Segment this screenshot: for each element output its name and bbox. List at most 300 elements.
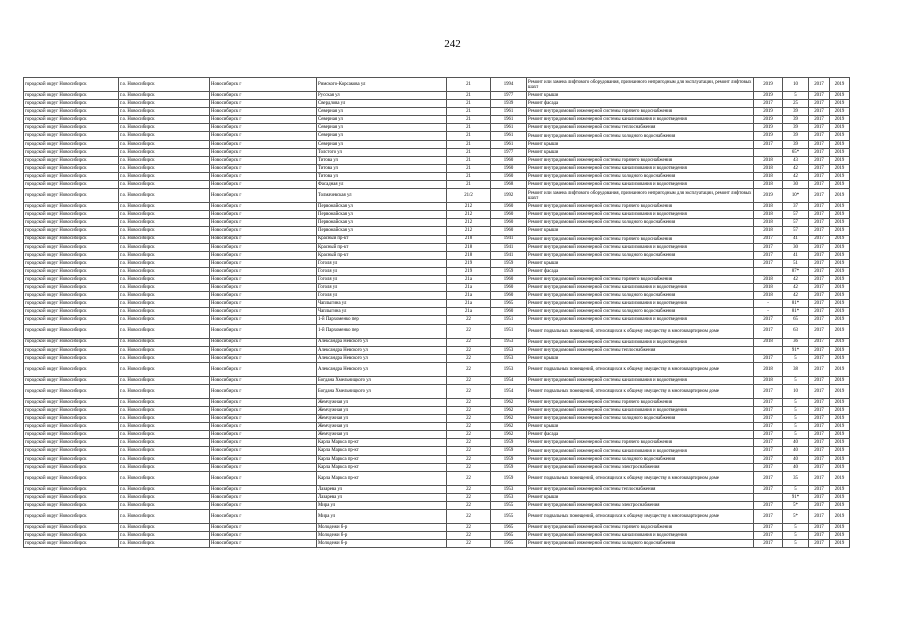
work-type-cell: Ремонт внутридомовой инженерной системы канализования и водоотведения [527,316,754,324]
table-row [24,540,850,548]
municipality-cell: городской округ Новосибирск [24,189,119,203]
house-number-cell: 22 [447,431,491,439]
build-year-cell: 1960 [491,172,527,180]
locality-cell: Новосибирск г [210,284,317,292]
street-cell: Гоголя ул [317,284,447,292]
work-type-cell: Ремонт внутридомовой инженерной системы электроснабжения [527,501,754,509]
cost-value-cell: 42 [783,172,809,180]
planned-year-cell [754,267,783,275]
table-row [24,132,850,140]
locality-cell: Новосибирск г [210,532,317,540]
period-end-cell: 2019 [830,354,850,362]
table-row [24,172,850,180]
settlement-cell: г.о. Новосибирск [119,211,210,219]
street-cell: Карла Маркса пр-кт [317,463,447,471]
table-row [24,148,850,156]
period-start-cell: 2017 [809,108,830,116]
planned-year-cell: 2017 [754,524,783,532]
settlement-cell: г.о. Новосибирск [119,251,210,259]
settlement-cell: г.о. Новосибирск [119,189,210,203]
work-type-cell: Ремонт внутридомовой инженерной системы канализования и водоотведения [527,407,754,415]
table-row [24,316,850,324]
period-end-cell: 2019 [830,140,850,148]
house-number-cell: 219 [447,259,491,267]
locality-cell: Новосибирск г [210,181,317,189]
settlement-cell: г.о. Новосибирск [119,235,210,243]
municipality-cell: городской округ Новосибирск [24,100,119,108]
cost-value-cell: 39 [783,124,809,132]
table-row [24,300,850,308]
locality-cell: Новосибирск г [210,132,317,140]
locality-cell: Новосибирск г [210,376,317,384]
settlement-cell: г.о. Новосибирск [119,493,210,501]
period-start-cell: 2017 [809,181,830,189]
street-cell: Гоголя ул [317,292,447,300]
house-number-cell: 218 [447,235,491,243]
locality-cell: Новосибирск г [210,485,317,493]
street-cell: Красный пр-кт [317,251,447,259]
cost-value-cell: 10 [783,384,809,398]
house-number-cell: 22 [447,510,491,524]
settlement-cell: г.о. Новосибирск [119,471,210,485]
period-start-cell: 2017 [809,510,830,524]
work-type-cell: Ремонт фасада [527,100,754,108]
build-year-cell: 1954 [491,376,527,384]
table-row [24,259,850,267]
planned-year-cell: 2017 [754,316,783,324]
settlement-cell: г.о. Новосибирск [119,140,210,148]
locality-cell: Новосибирск г [210,308,317,316]
build-year-cell: 1962 [491,431,527,439]
period-end-cell: 2019 [830,148,850,156]
period-start-cell: 2017 [809,92,830,100]
work-type-cell: Ремонт внутридомовой инженерной системы горячего водоснабжения [527,524,754,532]
table-row [24,463,850,471]
house-number-cell: 22 [447,501,491,509]
build-year-cell: 1955 [491,510,527,524]
period-start-cell: 2017 [809,284,830,292]
municipality-cell: городской округ Новосибирск [24,485,119,493]
cost-value-cell: 5 [783,407,809,415]
cost-value-cell: 10 [783,78,809,92]
period-end-cell: 2019 [830,447,850,455]
period-end-cell: 2019 [830,532,850,540]
house-number-cell: 22 [447,346,491,354]
street-cell: Жемчужная ул [317,398,447,406]
municipality-cell: городской округ Новосибирск [24,251,119,259]
period-start-cell: 2017 [809,423,830,431]
work-type-cell: Ремонт внутридомовой инженерной системы канализования и водоотведения [527,300,754,308]
period-start-cell: 2017 [809,156,830,164]
work-type-cell: Ремонт крыши [527,493,754,501]
planned-year-cell: 2017 [754,407,783,415]
settlement-cell: г.о. Новосибирск [119,431,210,439]
period-end-cell: 2019 [830,251,850,259]
period-end-cell: 2019 [830,181,850,189]
settlement-cell: г.о. Новосибирск [119,447,210,455]
work-type-cell: Ремонт внутридомовой инженерной системы теплоснабжения [527,124,754,132]
house-number-cell: 21 [447,132,491,140]
period-start-cell: 2017 [809,164,830,172]
street-cell: Первомайская ул [317,227,447,235]
table-row [24,92,850,100]
work-type-cell: Ремонт внутридомовой инженерной системы горячего водоснабжения [527,275,754,283]
period-start-cell: 2017 [809,501,830,509]
locality-cell: Новосибирск г [210,100,317,108]
settlement-cell: г.о. Новосибирск [119,407,210,415]
table-row [24,164,850,172]
period-start-cell: 2017 [809,132,830,140]
period-end-cell: 2019 [830,415,850,423]
work-type-cell: Ремонт подвальных помещений, относящихся к общему имуществу в многоквартирном доме [527,384,754,398]
planned-year-cell: 2017 [754,532,783,540]
build-year-cell: 1953 [491,346,527,354]
municipality-cell: городской округ Новосибирск [24,308,119,316]
settlement-cell: г.о. Новосибирск [119,219,210,227]
period-start-cell: 2017 [809,384,830,398]
locality-cell: Новосибирск г [210,316,317,324]
build-year-cell: 1959 [491,447,527,455]
municipality-cell: городской округ Новосибирск [24,124,119,132]
settlement-cell: г.о. Новосибирск [119,510,210,524]
period-start-cell: 2017 [809,227,830,235]
municipality-cell: городской округ Новосибирск [24,267,119,275]
planned-year-cell: 2017 [754,384,783,398]
work-type-cell: Ремонт внутридомовой инженерной системы холодного водоснабжения [527,540,754,548]
cost-value-cell: 5* [783,501,809,509]
period-end-cell: 2019 [830,407,850,415]
period-end-cell: 2019 [830,132,850,140]
house-number-cell: 21 [447,108,491,116]
planned-year-cell: 2017 [754,510,783,524]
street-cell: Богдана Хмельницкого ул [317,376,447,384]
work-type-cell: Ремонт крыши [527,148,754,156]
house-number-cell: 22 [447,423,491,431]
cost-value-cell: 57 [783,227,809,235]
settlement-cell: г.о. Новосибирск [119,172,210,180]
house-number-cell: 212 [447,211,491,219]
planned-year-cell: 2017 [754,243,783,251]
cost-value-cell: 5 [783,431,809,439]
house-number-cell: 21а [447,292,491,300]
house-number-cell: 219 [447,267,491,275]
period-end-cell: 2019 [830,124,850,132]
table-row [24,471,850,485]
period-start-cell: 2017 [809,251,830,259]
build-year-cell: 1951 [491,324,527,338]
period-end-cell: 2019 [830,338,850,346]
build-year-cell: 1953 [491,485,527,493]
table-row [24,524,850,532]
build-year-cell: 1959 [491,439,527,447]
period-end-cell: 2019 [830,398,850,406]
table-row [24,376,850,384]
settlement-cell: г.о. Новосибирск [119,300,210,308]
period-start-cell: 2017 [809,324,830,338]
build-year-cell: 1968 [491,181,527,189]
cost-value-cell: 81* [783,300,809,308]
house-number-cell: 22 [447,455,491,463]
street-cell: Молодежи б-р [317,540,447,548]
municipality-cell: городской округ Новосибирск [24,324,119,338]
planned-year-cell: 2018 [754,227,783,235]
street-cell: Северная ул [317,140,447,148]
table-row [24,338,850,346]
house-number-cell: 22 [447,415,491,423]
period-end-cell: 2019 [830,259,850,267]
house-number-cell: 21 [447,164,491,172]
house-number-cell: 22 [447,338,491,346]
municipality-cell: городской округ Новосибирск [24,501,119,509]
house-number-cell: 21 [447,156,491,164]
build-year-cell: 1960 [491,284,527,292]
street-cell: Красный пр-кт [317,235,447,243]
municipality-cell: городской округ Новосибирск [24,447,119,455]
settlement-cell: г.о. Новосибирск [119,227,210,235]
planned-year-cell: 2017 [754,140,783,148]
street-cell: Жемчужная ул [317,415,447,423]
build-year-cell: 1959 [491,463,527,471]
municipality-cell: городской округ Новосибирск [24,259,119,267]
house-number-cell: 22 [447,324,491,338]
cost-value-cell: 40 [783,447,809,455]
work-type-cell: Ремонт внутридомовой инженерной системы холодного водоснабжения [527,455,754,463]
period-start-cell: 2017 [809,540,830,548]
municipality-cell: городской округ Новосибирск [24,540,119,548]
build-year-cell: 1961 [491,124,527,132]
period-end-cell: 2019 [830,439,850,447]
table-row [24,108,850,116]
settlement-cell: г.о. Новосибирск [119,164,210,172]
settlement-cell: г.о. Новосибирск [119,346,210,354]
house-number-cell: 22 [447,362,491,376]
build-year-cell: 1941 [491,243,527,251]
cost-value-cell: 5 [783,532,809,540]
build-year-cell: 1960 [491,211,527,219]
period-start-cell: 2017 [809,243,830,251]
settlement-cell: г.о. Новосибирск [119,439,210,447]
street-cell: Карла Маркса пр-кт [317,447,447,455]
house-number-cell: 22 [447,447,491,455]
cost-value-cell: 37 [783,203,809,211]
period-end-cell: 2019 [830,284,850,292]
settlement-cell: г.о. Новосибирск [119,124,210,132]
period-end-cell: 2019 [830,510,850,524]
build-year-cell: 1960 [491,275,527,283]
settlement-cell: г.о. Новосибирск [119,181,210,189]
street-cell: Жемчужная ул [317,423,447,431]
work-type-cell: Ремонт крыши [527,354,754,362]
planned-year-cell: 2018 [754,156,783,164]
municipality-cell: городской округ Новосибирск [24,140,119,148]
build-year-cell: 1961 [491,116,527,124]
street-cell: Первомайская ул [317,211,447,219]
build-year-cell: 1953 [491,354,527,362]
municipality-cell: городской округ Новосибирск [24,211,119,219]
table-body [24,78,850,548]
locality-cell: Новосибирск г [210,300,317,308]
planned-year-cell: 2017 [754,463,783,471]
period-start-cell: 2017 [809,78,830,92]
table-row [24,203,850,211]
table-row [24,116,850,124]
planned-year-cell: 2017 [754,423,783,431]
cost-value-cell: 5 [783,423,809,431]
planned-year-cell: 2019 [754,78,783,92]
table-row [24,510,850,524]
table-row [24,354,850,362]
settlement-cell: г.о. Новосибирск [119,156,210,164]
street-cell: 1-й Пархоменко пер [317,316,447,324]
municipality-cell: городской округ Новосибирск [24,172,119,180]
planned-year-cell: - [754,308,783,316]
street-cell: Мира ул [317,501,447,509]
cost-value-cell: 40 [783,439,809,447]
settlement-cell: г.о. Новосибирск [119,423,210,431]
work-type-cell: Ремонт внутридомовой инженерной системы канализования и водоотведения [527,243,754,251]
settlement-cell: г.о. Новосибирск [119,267,210,275]
work-type-cell: Ремонт внутридомовой инженерной системы горячего водоснабжения [527,108,754,116]
locality-cell: Новосибирск г [210,493,317,501]
planned-year-cell: 2017 [754,354,783,362]
planned-year-cell: 2018 [754,275,783,283]
house-number-cell: 21 [447,172,491,180]
table-row [24,398,850,406]
build-year-cell: 1961 [491,132,527,140]
house-number-cell: 21а [447,300,491,308]
locality-cell: Новосибирск г [210,524,317,532]
house-number-cell: 21 [447,92,491,100]
period-end-cell: 2019 [830,203,850,211]
street-cell: Северная ул [317,108,447,116]
build-year-cell: 1960 [491,227,527,235]
capital-repair-table [23,77,850,548]
house-number-cell: 22 [447,524,491,532]
period-end-cell: 2019 [830,431,850,439]
street-cell: Римского-Корсакова ул [317,78,447,92]
cost-value-cell: 5 [783,398,809,406]
municipality-cell: городской округ Новосибирск [24,164,119,172]
street-cell: Александра Невского ул [317,338,447,346]
period-end-cell: 2019 [830,156,850,164]
street-cell: Северная ул [317,116,447,124]
settlement-cell: г.о. Новосибирск [119,78,210,92]
work-type-cell: Ремонт внутридомовой инженерной системы холодного водоснабжения [527,292,754,300]
locality-cell: Новосибирск г [210,156,317,164]
settlement-cell: г.о. Новосибирск [119,376,210,384]
table-row [24,384,850,398]
period-start-cell: 2017 [809,267,830,275]
table-row [24,243,850,251]
cost-value-cell: 42 [783,292,809,300]
house-number-cell: 22 [447,463,491,471]
street-cell: Лазарева ул [317,485,447,493]
build-year-cell: 1960 [491,164,527,172]
planned-year-cell: 2017 [754,439,783,447]
settlement-cell: г.о. Новосибирск [119,92,210,100]
locality-cell: Новосибирск г [210,108,317,116]
locality-cell: Новосибирск г [210,78,317,92]
locality-cell: Новосибирск г [210,148,317,156]
street-cell: Северная ул [317,124,447,132]
period-end-cell: 2019 [830,211,850,219]
period-start-cell: 2017 [809,346,830,354]
settlement-cell: г.о. Новосибирск [119,108,210,116]
period-end-cell: 2019 [830,92,850,100]
table-row [24,501,850,509]
locality-cell: Новосибирск г [210,267,317,275]
build-year-cell: 1992 [491,189,527,203]
period-end-cell: 2019 [830,455,850,463]
work-type-cell: Ремонт крыши [527,423,754,431]
build-year-cell: 1961 [491,108,527,116]
planned-year-cell [754,493,783,501]
build-year-cell: 1959 [491,259,527,267]
locality-cell: Новосибирск г [210,259,317,267]
period-end-cell: 2019 [830,235,850,243]
work-type-cell: Ремонт внутридомовой инженерной системы канализования и водоотведения [527,338,754,346]
build-year-cell: 1962 [491,407,527,415]
period-end-cell: 2019 [830,116,850,124]
street-cell: Александра Невского ул [317,362,447,376]
cost-value-cell: 30 [783,181,809,189]
period-start-cell: 2017 [809,189,830,203]
street-cell: Карла Маркса пр-кт [317,439,447,447]
cost-value-cell: 43 [783,156,809,164]
locality-cell: Новосибирск г [210,346,317,354]
locality-cell: Новосибирск г [210,219,317,227]
period-start-cell: 2017 [809,308,830,316]
cost-value-cell: 39 [783,140,809,148]
cost-value-cell: 40 [783,463,809,471]
settlement-cell: г.о. Новосибирск [119,354,210,362]
period-end-cell: 2019 [830,324,850,338]
municipality-cell: городской округ Новосибирск [24,346,119,354]
build-year-cell: 1961 [491,140,527,148]
planned-year-cell: 2017 [754,251,783,259]
planned-year-cell: 2018 [754,362,783,376]
table-row [24,181,850,189]
build-year-cell: 1965 [491,540,527,548]
house-number-cell: 22 [447,384,491,398]
period-start-cell: 2017 [809,532,830,540]
planned-year-cell: 2019 [754,189,783,203]
period-start-cell: 2017 [809,493,830,501]
planned-year-cell: 2019 [754,108,783,116]
planned-year-cell: 2017 [754,431,783,439]
period-start-cell: 2017 [809,354,830,362]
locality-cell: Новосибирск г [210,423,317,431]
work-type-cell: Ремонт внутридомовой инженерной системы холодного водоснабжения [527,308,754,316]
street-cell: Лазарева ул [317,493,447,501]
cost-value-cell: 5 [783,376,809,384]
build-year-cell: 1960 [491,308,527,316]
locality-cell: Новосибирск г [210,189,317,203]
settlement-cell: г.о. Новосибирск [119,284,210,292]
build-year-cell: 1965 [491,524,527,532]
planned-year-cell: 2017 [754,501,783,509]
street-cell: Титова ул [317,164,447,172]
table-row [24,211,850,219]
planned-year-cell: - [754,300,783,308]
locality-cell: Новосибирск г [210,211,317,219]
work-type-cell: Ремонт внутридомовой инженерной системы канализования и водоотведения [527,116,754,124]
period-start-cell: 2017 [809,259,830,267]
municipality-cell: городской округ Новосибирск [24,156,119,164]
table-row [24,423,850,431]
period-end-cell: 2019 [830,485,850,493]
street-cell: Гоголя ул [317,259,447,267]
